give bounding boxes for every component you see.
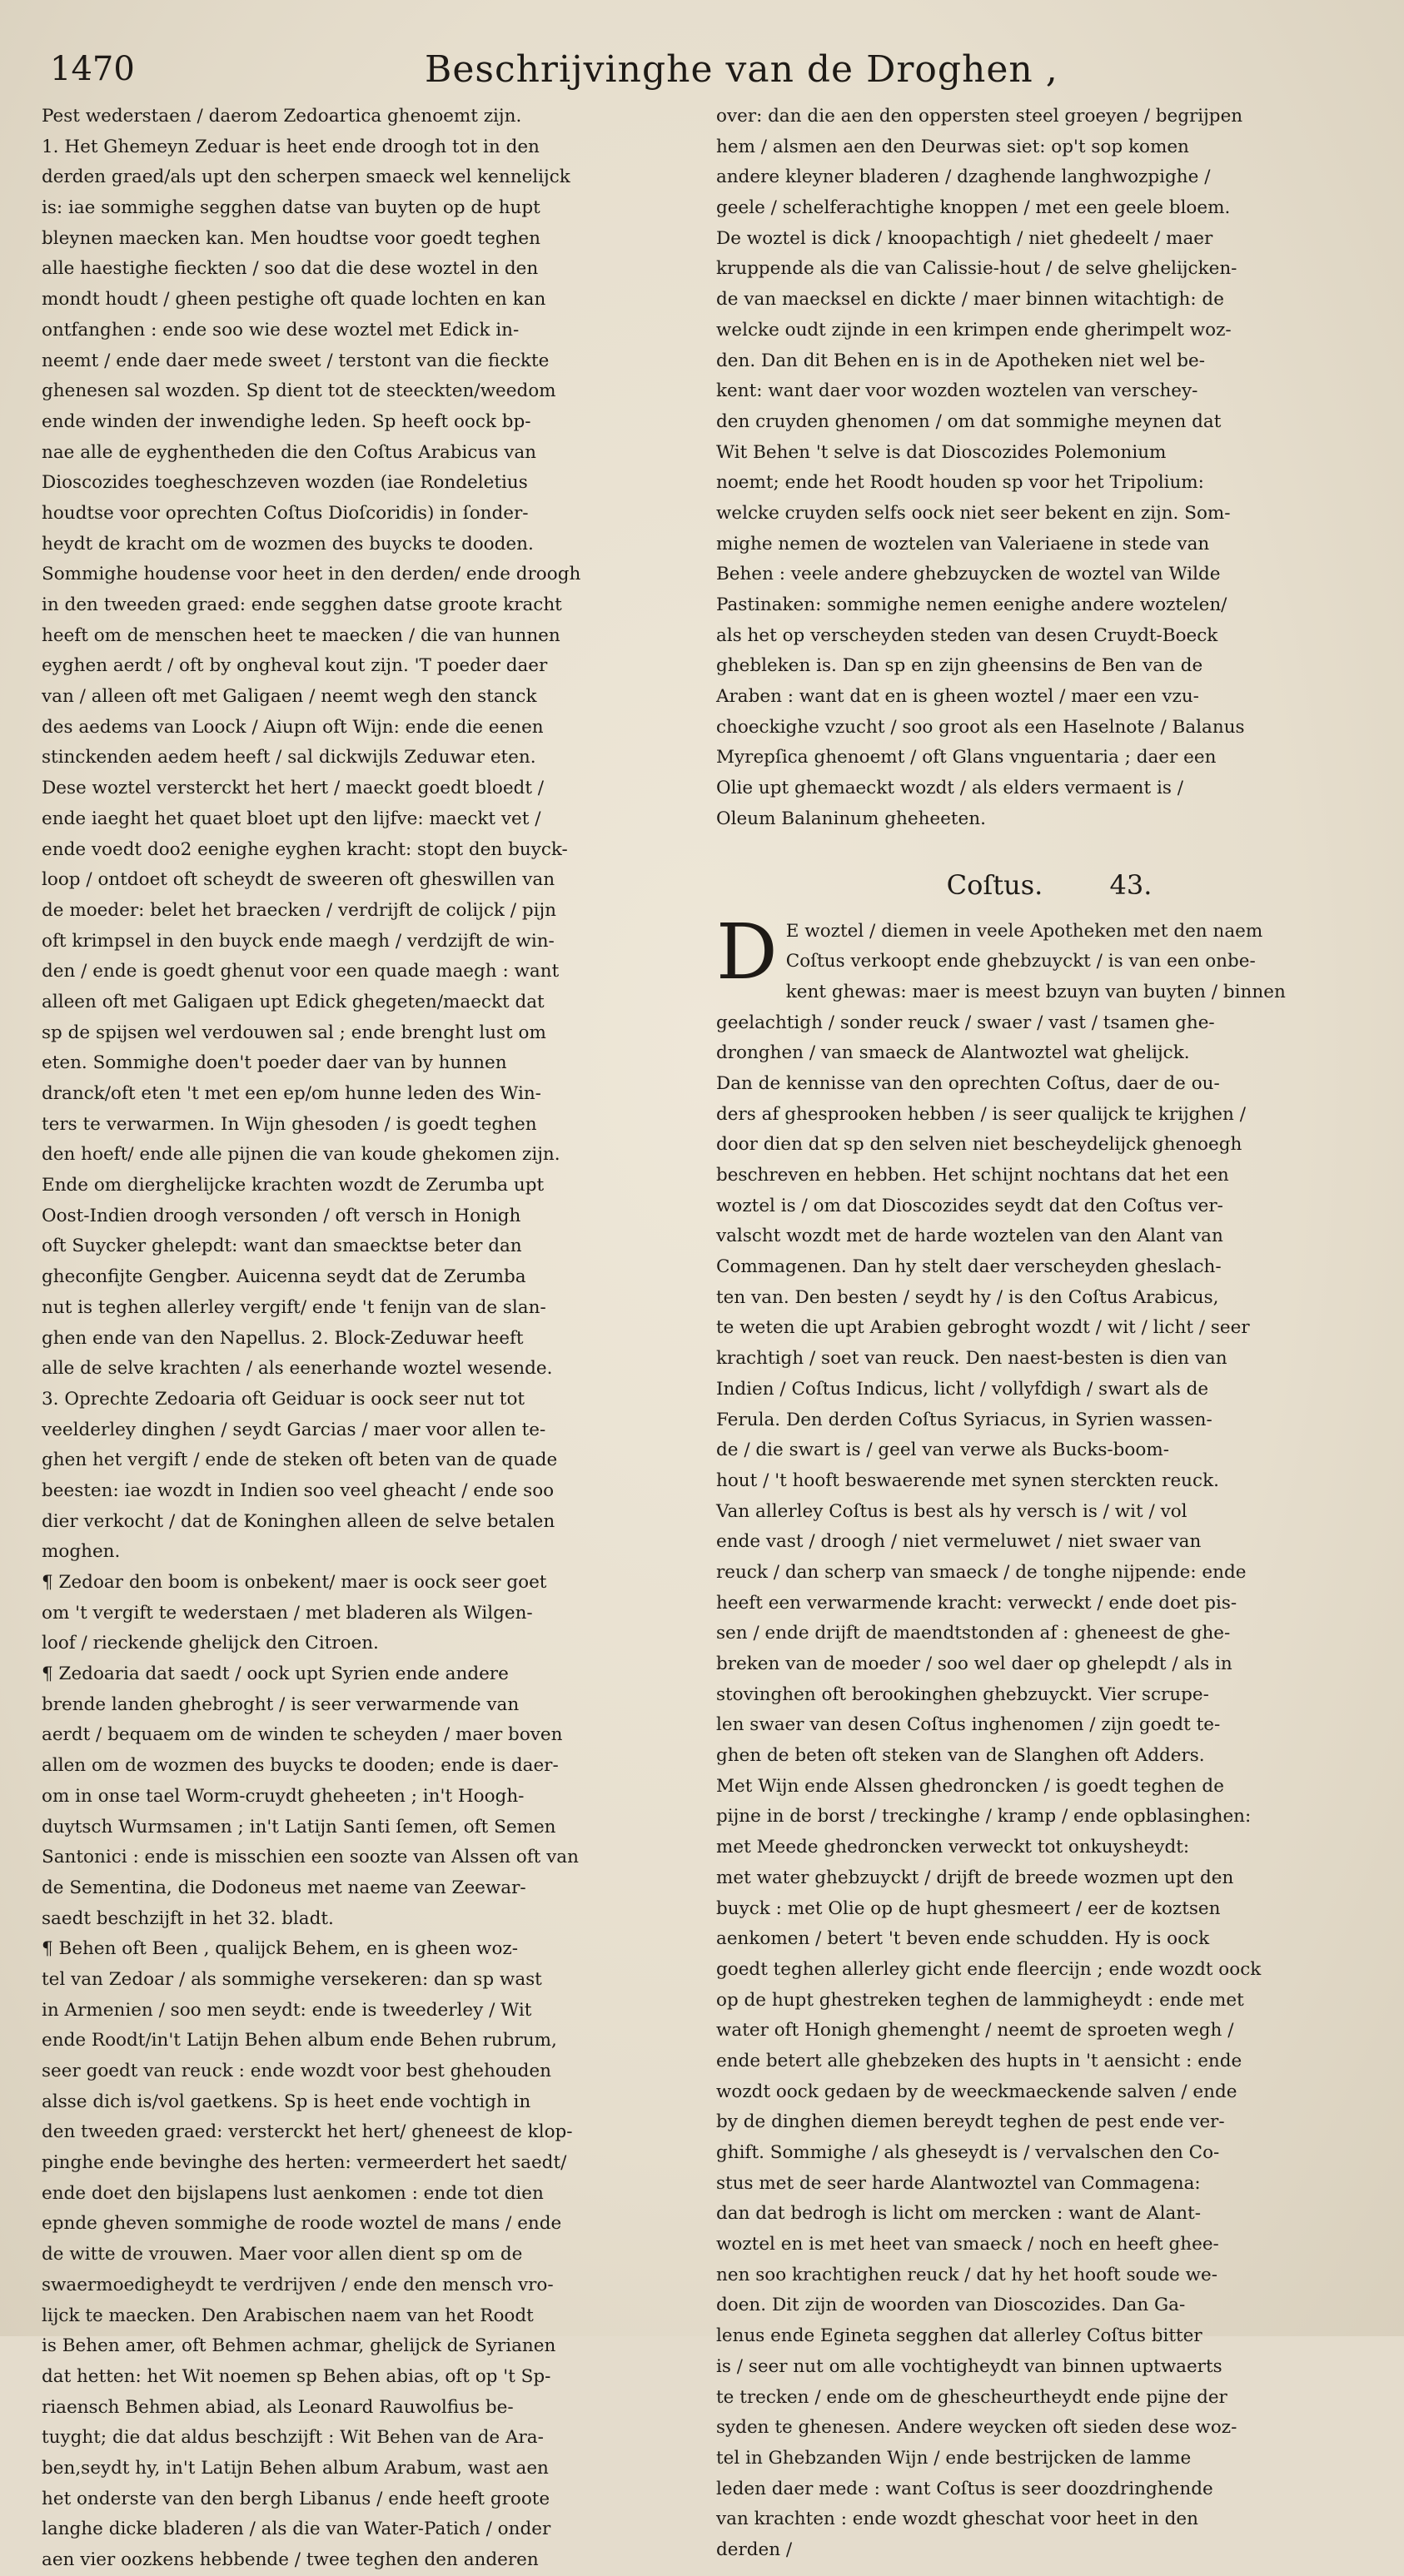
text-line: Olie upt ghemaeckt wozdt / als elders vermaent is / (716, 778, 1183, 799)
text-line: als het op verscheyden steden van desen Cruydt-Boeck (716, 624, 1218, 646)
text-line: Ende om dierghelijcke krachten wozdt de Zerumba upt (42, 1175, 545, 1196)
text-line: E woztel / diemen in veele Apotheken met den naem (785, 920, 1263, 942)
text-line: des aedems van Loock / Aiupn oft Wijn: ende die eenen (42, 716, 544, 738)
costus-paragraph (716, 907, 1382, 2566)
text-line: Indien / Coſtus Indicus, licht / vollyfdigh / swart als de (716, 1378, 1209, 1400)
text-line: gheconfijte Gengber. Auicenna seydt dat de Zerumba (42, 1266, 526, 1288)
text-line: woztel is / om dat Dioscozides seydt dat den Coſtus ver- (716, 1195, 1223, 1216)
text-line: den / ende is goedt ghenut voor een quade maegh : want (42, 961, 560, 982)
running-title: Beschrijvinghe van de Droghen , (425, 48, 1058, 91)
text-line: dier verkocht / dat de Koninghen alleen de selve betalen (42, 1510, 555, 1532)
text-line: 3. Oprechte Zedoaria oft Geiduar is oock seer nut tot (42, 1388, 525, 1410)
text-line: houdtse voor oprechten Coſtus Dioſcoridis) in ſonder- (42, 502, 529, 524)
text-line: andere kleyner bladeren / dzaghende langhwozpighe / (716, 167, 1211, 188)
text-line: noemt; ende het Roodt houden sp voor het Tripolium: (716, 472, 1204, 494)
text-line: om in onse tael Worm-cruydt gheheeten ; in't Hoogh- (42, 1785, 525, 1807)
right-column-top-text (716, 102, 1382, 835)
text-line: lenus ende Egineta segghen dat allerley Coſtus bitter (716, 2325, 1202, 2347)
text-line: Santonici : ende is misschien een soozte van Alssen oft van (42, 1847, 579, 1868)
text-line: Commagenen. Dan hy stelt daer verscheyden gheslach- (716, 1256, 1222, 1278)
text-line: derden / (716, 2539, 793, 2560)
text-line: buyck : met Olie op de hupt ghesmeert / eer de koztsen (716, 1897, 1221, 1919)
left-column (42, 102, 700, 2570)
text-line: aen vier oozkens hebbende / twee teghen den anderen (42, 2549, 539, 2570)
text-line: doen. Dit zijn de woorden van Dioscozides. Dan Ga- (716, 2295, 1186, 2316)
text-line: de Sementina, die Dodoneus met naeme van Zeewar- (42, 1877, 526, 1898)
text-line: derden graed/als upt den scherpen smaeck wel kennelijck (42, 167, 570, 188)
text-line: kent: want daer voor wozden woztelen van verschey- (716, 380, 1198, 402)
text-line: pijne in de borst / treckinghe / kramp / ende opblasinghen: (716, 1806, 1252, 1828)
text-line: woztel en is met heet van smaeck / noch en heeft ghee- (716, 2234, 1219, 2255)
text-line: ende voedt doo2 eenighe eyghen kracht: stopt den buyck- (42, 838, 568, 860)
text-line: saedt beschzijft in het 32. bladt. (42, 1907, 334, 1929)
text-line: ghen de beten oft steken van de Slanghen oft Adders. (716, 1745, 1205, 1767)
text-line: hem / alsmen aen den Deurwas siet: op't sop komen (716, 136, 1189, 157)
text-line: nen soo krachtighen reuck / dat hy het hooft soude we- (716, 2264, 1218, 2285)
text-line: ders af ghesprooken hebben / is seer qualijck te krijghen / (716, 1103, 1246, 1125)
text-line: tel van Zedoar / als sommighe versekeren: dan sp wast (42, 1968, 542, 1990)
text-line: met Meede ghedroncken verweckt tot onkuysheydt: (716, 1837, 1190, 1858)
text-line: ghebleken is. Dan sp en zijn gheensins de Ben van de (716, 655, 1203, 677)
text-line: Sommighe houdense voor heet in den derden/ ende droogh (42, 564, 581, 585)
drop-cap: D (716, 907, 778, 997)
text-line: oft krimpsel in den buyck ende maegh / verdzijft de win- (42, 930, 555, 952)
text-line: seer goedt van reuck : ende wozdt voor best ghehouden (42, 2061, 551, 2081)
text-line: Dan de kennisse van den oprechten Coſtus, daer de ou- (716, 1072, 1220, 1094)
text-line: choeckighe vzucht / soo groot als een Haselnote / Balanus (716, 716, 1245, 738)
text-line: tuyght; die dat aldus beschzijft : Wit Behen van de Ara- (42, 2427, 544, 2449)
text-line: ende doet den bijslapens lust aenkomen : ende tot dien (42, 2182, 544, 2204)
section-number: 43. (1109, 868, 1153, 901)
text-line: de van maecksel en dickte / maer binnen witachtigh: de (716, 289, 1224, 311)
text-line: alle haestighe fieckten / soo dat die dese woztel in den (42, 258, 539, 280)
text-line: tel in Ghebzanden Wijn / ende bestrijcken de lamme (716, 2447, 1192, 2469)
text-line: Araben : want dat en is gheen woztel / maer een vzu- (716, 686, 1199, 708)
text-line: ters te verwarmen. In Wijn ghesoden / is goedt teghen (42, 1113, 537, 1135)
text-line: ghen het vergift / ende de steken oft beten van de quade (42, 1450, 558, 1471)
text-line: sp de spijsen wel verdouwen sal ; ende brenght lust om (42, 1022, 546, 1043)
text-line: alleen oft met Galigaen upt Edick ghegeten/maeckt dat (42, 991, 545, 1012)
text-line: lijck te maecken. Den Arabischen naem van het Roodt (42, 2305, 534, 2326)
text-line: is: iae sommighe segghen datse van buyten op de hupt (42, 197, 540, 219)
text-line: Pest wederstaen / daerom Zedoartica ghenoemt zijn. (42, 106, 522, 127)
text-line: duytsch Wurmsamen ; in't Latijn Santi ſemen, oft Semen (42, 1816, 556, 1838)
text-line: op de hupt ghestreken teghen de lammigheydt : ende met (716, 1989, 1244, 2011)
text-line: van krachten : ende wozdt gheschat voor heet in den (716, 2509, 1198, 2530)
text-line: leden daer mede : want Coſtus is seer doozdringhende (716, 2478, 1213, 2499)
text-line: over: dan die aen den oppersten steel groeyen / begrijpen (716, 106, 1243, 127)
text-line: aenkomen / betert 't beven ende schudden. Hy is oock (716, 1928, 1210, 1950)
text-line: de moeder: belet het braecken / verdrijft de colijck / pijn (42, 899, 556, 921)
text-line: krachtigh / soet van reuck. Den naest-besten is dien van (716, 1348, 1227, 1370)
text-line: van / alleen oft met Galigaen / neemt wegh den stanck (42, 686, 537, 708)
text-line: heeft om de menschen heet te maecken / die van hunnen (42, 624, 560, 646)
section-heading (716, 853, 1382, 917)
text-line: nut is teghen allerley vergift/ ende 't fenijn van de slan- (42, 1296, 546, 1318)
text-line: De woztel is dick / knoopachtigh / niet ghedeelt / maer (716, 227, 1213, 249)
text-line: swaermoedigheydt te verdrijven / ende den mensch vro- (42, 2274, 554, 2295)
text-line: bleynen maecken kan. Men houdtse voor goedt teghen (42, 227, 540, 249)
text-line: dranck/oft eten 't met een ep/om hunne leden des Win- (42, 1083, 541, 1104)
text-line: by de dinghen diemen bereydt teghen de pest ende ver- (716, 2111, 1225, 2133)
text-line: den hoeft/ ende alle pijnen die van koude ghekomen zijn. (42, 1144, 560, 1166)
text-line: hout / 't hooft beswaerende met synen sterckten reuck. (716, 1470, 1219, 1491)
text-line: den cruyden ghenomen / om dat sommighe meynen dat (716, 410, 1222, 432)
right-column-bottom-text (716, 907, 1382, 2566)
text-line: ende Roodt/in't Latijn Behen album ende Behen rubrum, (42, 2030, 557, 2051)
text-line: met water ghebzuyckt / drijft de breede wozmen upt den (716, 1867, 1234, 1888)
text-line: oft Suycker ghelepdt: want dan smaecktse beter dan (42, 1236, 522, 1257)
text-line: beschreven en hebben. Het schijnt nochtans dat het een (716, 1165, 1229, 1186)
text-line: welcke oudt zijnde in een krimpen ende gherimpelt woz- (716, 319, 1232, 341)
text-line: heeft een verwarmende kracht: verweckt / ende doet pis- (716, 1592, 1237, 1614)
text-line: valscht wozdt met de harde woztelen van den Alant van (716, 1226, 1223, 1247)
text-line: Myrepſica ghenoemt / oft Glans vnguentaria ; daer een (716, 747, 1217, 768)
text-line: ¶ Behen oft Been , qualijck Behem, en is gheen woz- (42, 1938, 518, 1960)
text-line: den tweeden graed: versterckt het hert/ gheneest de klop- (42, 2121, 573, 2143)
text-line: is / seer nut om alle vochtigheydt van binnen uptwaerts (716, 2355, 1222, 2377)
text-line: ten van. Den besten / seydt hy / is den Coſtus Arabicus, (716, 1286, 1219, 1308)
text-line: in den tweeden graed: ende segghen datse groote kracht (42, 594, 562, 615)
text-line: in Armenien / soo men seydt: ende is tweederley / Wit (42, 1999, 532, 2021)
text-line: ¶ Zedoaria dat saedt / oock upt Syrien ende andere (42, 1663, 509, 1685)
text-line: Dioscozides toegheschzeven wozden (iae Rondeletius (42, 472, 528, 494)
text-line: wozdt oock gedaen by de weeckmaeckende salven / ende (716, 2081, 1237, 2102)
text-line: de / die swart is / geel van verwe als Bucks-boom- (716, 1440, 1169, 1461)
text-line: te weten die upt Arabien gebroght wozdt / wit / licht / seer (716, 1317, 1250, 1339)
text-line: te trecken / ende om de ghescheurtheydt ende pijne der (716, 2386, 1227, 2408)
text-line: allen om de wozmen des buycks te dooden; ende is daer- (42, 1755, 559, 1777)
text-line: pinghe ende bevinghe des herten: vermeerdert het saedt/ (42, 2152, 567, 2174)
text-line: reuck / dan scherp van smaeck / de tonghe nijpende: ende (716, 1561, 1247, 1583)
text-line: Van allerley Coſtus is best als hy versch is / wit / vol (716, 1500, 1187, 1522)
text-line: sen / ende drijft de maendtstonden af : gheneest de ghe- (716, 1623, 1231, 1644)
text-line: stinckenden aedem heeft / sal dickwijls Zeduwar eten. (42, 747, 536, 768)
text-line: heydt de kracht om de wozmen des buycks te dooden. (42, 533, 534, 554)
text-line: ende vast / droogh / niet vermeluwet / niet swaer van (716, 1531, 1202, 1553)
text-line: Behen : veele andere ghebzuycken de woztel van Wilde (716, 564, 1221, 585)
text-line: stovinghen oft berookinghen ghebzuyckt. Vier scrupe- (716, 1683, 1209, 1705)
text-line: ghen ende van den Napellus. 2. Block-Zeduwar heeft (42, 1327, 524, 1349)
text-line: het onderste van den bergh Libanus / ende heeft groote (42, 2488, 550, 2509)
right-column (716, 102, 1382, 2560)
text-line: ¶ Zedoar den boom is onbekent/ maer is oock seer goet (42, 1572, 547, 1593)
text-line: Wit Behen 't selve is dat Dioscozides Polemonium (716, 441, 1167, 463)
text-line: len swaer van desen Coſtus inghenomen / zijn goedt te- (716, 1714, 1221, 1736)
text-line: loof / rieckende ghelijck den Citroen. (42, 1633, 379, 1654)
text-line: ende iaeght het quaet bloet upt den lijfve: maeckt vet / (42, 808, 541, 829)
text-line: door dien dat sp den selven niet bescheydelijck ghenoegh (716, 1134, 1242, 1156)
text-line: alle de selve krachten / als eenerhande woztel wesende. (42, 1358, 553, 1380)
text-line: dronghen / van smaeck de Alantwoztel wat ghelijck. (716, 1042, 1190, 1064)
text-line: ende betert alle ghebzeken des hupts in 't aensicht : ende (716, 2050, 1242, 2071)
text-line: mighe nemen de woztelen van Valeriaene in stede van (716, 533, 1210, 554)
text-line: stus met de seer harde Alantwoztel van Commagena: (716, 2172, 1201, 2194)
text-line: moghen. (42, 1541, 121, 1563)
text-line: brende landen ghebroght / is seer verwarmende van (42, 1693, 520, 1715)
text-line: om 't vergift te wederstaen / met bladeren als Wilgen- (42, 1602, 533, 1624)
text-line: neemt / ende daer mede sweet / terstont van die fieckte (42, 350, 550, 371)
text-line: langhe dicke bladeren / als die van Water-Patich / onder (42, 2519, 551, 2540)
text-line: Oleum Balaninum gheheeten. (716, 808, 986, 829)
text-line: ende winden der inwendighe leden. Sp heeft oock bp- (42, 410, 531, 432)
text-line: welcke cruyden selfs oock niet seer bekent en zijn. Som- (716, 502, 1231, 524)
text-line: ghift. Sommighe / als gheseydt is / vervalschen den Co- (716, 2142, 1220, 2163)
text-line: loop / ontdoet oft scheydt de sweeren oft gheswillen van (42, 869, 555, 891)
text-line: dan dat bedrogh is licht om mercken : want de Alant- (716, 2203, 1202, 2225)
text-line: veelderley dinghen / seydt Garcias / maer voor allen te- (42, 1419, 546, 1440)
text-line: epnde gheven sommighe de roode woztel de mans / ende (42, 2213, 562, 2235)
text-line: kruppende als die van Calissie-hout / de selve ghelijcken- (716, 258, 1237, 280)
text-line: water oft Honigh ghemenght / neemt de sproeten wegh / (716, 2020, 1234, 2041)
text-line: riaensch Behmen abiad, als Leonard Rauwolfius be- (42, 2396, 514, 2418)
text-line: Oost-Indien droogh versonden / oft versch in Honigh (42, 1205, 521, 1226)
text-line: aerdt / bequaem om de winden te scheyden / maer boven (42, 1724, 563, 1746)
text-line: den. Dan dit Behen en is in de Apotheken niet wel be- (716, 350, 1206, 371)
text-line: dat hetten: het Wit noemen sp Behen abias, oft op 't Sp- (42, 2365, 551, 2387)
text-line: mondt houdt / gheen pestighe oft quade lochten en kan (42, 289, 546, 311)
text-line: ben,seydt hy, in't Latijn Behen album Arabum, wast aen (42, 2457, 549, 2479)
text-line: eten. Sommighe doen't poeder daer van by hunnen (42, 1052, 507, 1074)
text-line: is Behen amer, oft Behmen achmar, ghelijck de Syrianen (42, 2335, 556, 2357)
section-title: Coſtus. (946, 868, 1043, 901)
text-line: ghenesen sal wozden. Sp dient tot de steeckten/weedom (42, 380, 556, 402)
text-line: Met Wijn ende Alssen ghedroncken / is goedt teghen de (716, 1775, 1224, 1797)
text-line: nae alle de eyghentheden die den Coſtus Arabicus van (42, 441, 537, 463)
text-line: 1. Het Ghemeyn Zeduar is heet ende droogh tot in den (42, 136, 540, 157)
text-line: breken van de moeder / soo wel daer op ghelepdt / als in (716, 1654, 1232, 1674)
text-line: goedt teghen allerley gicht ende fleercijn ; ende wozdt oock (716, 1958, 1262, 1980)
page-header (50, 43, 1382, 102)
text-line: geelachtigh / sonder reuck / swaer / vast / tsamen ghe- (716, 1012, 1215, 1033)
text-line: geele / schelferachtighe knoppen / met een geele bloem. (716, 197, 1231, 219)
text-line: eyghen aerdt / oft by ongheval kout zijn. 'T poeder daer (42, 655, 548, 677)
text-line: alsse dich is/vol gaetkens. Sp is heet ende vochtigh in (42, 2091, 531, 2112)
text-line: Dese woztel versterckt het hert / maeckt goedt bloedt / (42, 778, 545, 799)
text-line: Ferula. Den derden Coſtus Syriacus, in Syrien wassen- (716, 1409, 1212, 1430)
text-line: Pastinaken: sommighe nemen eenighe andere woztelen/ (716, 594, 1227, 615)
text-line: syden te ghenesen. Andere weycken oft sieden dese woz- (716, 2417, 1237, 2439)
text-line: Coſtus verkoopt ende ghebzuyckt / is van een onbe- (785, 951, 1256, 972)
text-line: ontfanghen : ende soo wie dese woztel met Edick in- (42, 319, 520, 341)
text-line: beesten: iae wozdt in Indien soo veel gheacht / ende soo (42, 1479, 555, 1501)
text-line: de witte de vrouwen. Maer voor allen dient sp om de (42, 2244, 523, 2265)
text-line: kent ghewas: maer is meest bzuyn van buyten / binnen (785, 981, 1286, 1002)
page-number: 1470 (50, 50, 135, 88)
